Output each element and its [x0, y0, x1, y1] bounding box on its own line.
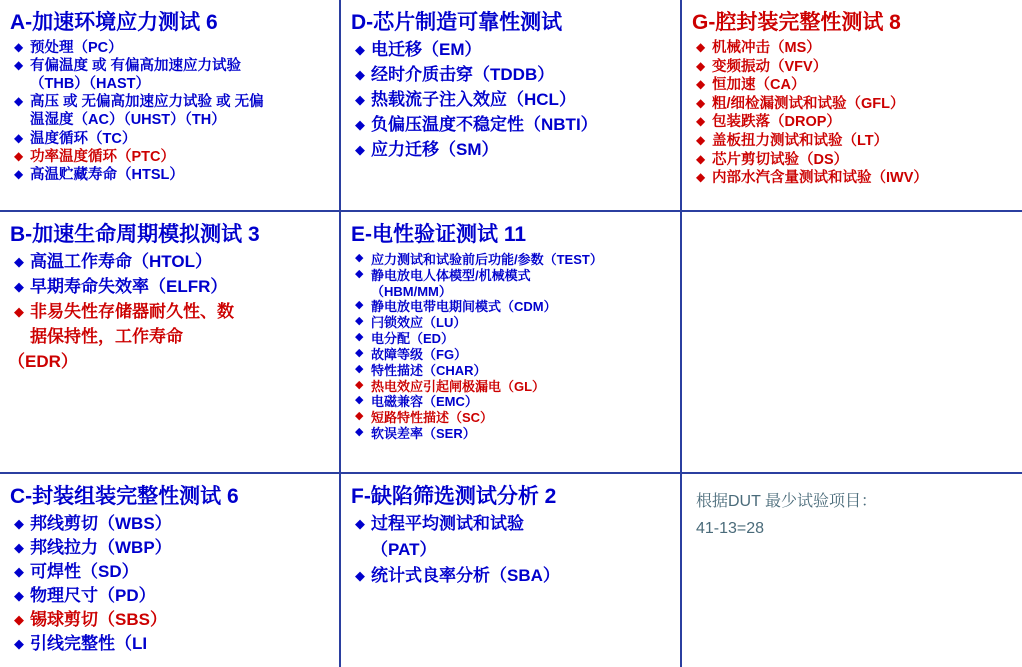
diamond-bullet-icon: ◆ [696, 58, 706, 73]
list-item [349, 540, 672, 560]
list-item [8, 538, 331, 558]
diamond-bullet-icon: ◆ [14, 279, 24, 295]
list-item [8, 352, 331, 372]
list-item-label: 软误差率（SER） [371, 426, 476, 442]
list-item-label: 温湿度（AC）（UHST）（TH） [30, 112, 226, 129]
list-item-label: 闩锁效应（LU） [371, 315, 467, 331]
section-f-list [349, 514, 672, 586]
section-a-title: A-加速环境应力测试 6 [10, 11, 218, 34]
list-item [690, 114, 1014, 131]
diamond-bullet-icon: ◆ [14, 166, 24, 181]
diamond-bullet-icon: ◆ [355, 299, 364, 312]
list-item-label: 电分配（ED） [371, 331, 455, 347]
diamond-bullet-icon: ◆ [355, 378, 364, 391]
section-f [341, 474, 682, 667]
diamond-bullet-icon: ◆ [355, 394, 364, 407]
section-e-list [349, 252, 672, 441]
list-item [8, 94, 331, 111]
diamond-bullet-icon: ◆ [696, 77, 706, 92]
list-item [349, 284, 672, 299]
list-item [8, 610, 331, 630]
list-item [8, 58, 331, 75]
diamond-bullet-icon: ◆ [696, 133, 706, 148]
list-item-label: 热载流子注入效应（HCL） [371, 90, 576, 110]
section-c-title: C-封装组装完整性测试 6 [10, 485, 239, 508]
diamond-bullet-icon: ◆ [14, 540, 24, 556]
list-item [8, 149, 331, 166]
section-g [682, 0, 1022, 212]
list-item-label: 内部水汽含量测试和试验（IWV） [712, 170, 928, 187]
list-item-label: 过程平均测试和试验 [371, 514, 524, 533]
list-item [8, 514, 331, 534]
summary-note [682, 474, 1022, 667]
list-item-label: 功率温度循环（PTC） [30, 148, 175, 165]
diamond-bullet-icon: ◆ [355, 362, 364, 375]
diamond-bullet-icon: ◆ [14, 588, 24, 604]
list-item-label: 机械冲击（MS） [712, 40, 821, 56]
list-item [349, 566, 672, 586]
list-item [349, 140, 672, 160]
diamond-bullet-icon: ◆ [355, 346, 364, 359]
list-item [8, 112, 331, 129]
list-item-label: （PAT） [371, 540, 437, 560]
list-item [690, 170, 1014, 187]
list-item [349, 315, 672, 330]
note-line-1: 根据DUT 最少试验项目： [696, 493, 878, 510]
list-item [8, 586, 331, 606]
diamond-bullet-icon: ◆ [355, 67, 365, 83]
diamond-bullet-icon: ◆ [14, 304, 24, 320]
diamond-bullet-icon: ◆ [14, 94, 24, 109]
diamond-bullet-icon: ◆ [355, 315, 364, 328]
diamond-bullet-icon: ◆ [355, 92, 365, 108]
section-d-title: D-芯片制造可靠性测试 [351, 11, 563, 34]
list-item [349, 299, 672, 314]
list-item-label: 热电效应引起闸极漏电（GL） [371, 378, 546, 394]
list-item [8, 131, 331, 148]
list-item-label: （THB）（HAST） [30, 76, 151, 93]
list-item [8, 76, 331, 93]
list-item-label: 可焊性（SD） [30, 562, 139, 582]
list-item [349, 363, 672, 378]
diamond-bullet-icon: ◆ [355, 252, 364, 264]
section-c [0, 474, 341, 667]
list-item-label: 温度循环（TC） [30, 130, 137, 147]
section-b-list [8, 252, 331, 372]
section-g-list [690, 40, 1014, 187]
diamond-bullet-icon: ◆ [355, 410, 364, 423]
list-item [690, 96, 1014, 113]
diamond-bullet-icon: ◆ [14, 636, 24, 652]
list-item [8, 634, 331, 654]
section-e-title: E-电性验证测试 11 [351, 223, 527, 246]
list-item [349, 426, 672, 441]
section-d-list [349, 40, 672, 160]
diamond-bullet-icon: ◆ [14, 612, 24, 628]
diamond-bullet-icon: ◆ [14, 148, 24, 163]
list-item [349, 379, 672, 394]
list-item-label: 负偏压温度不稳定性（NBTI） [371, 115, 598, 135]
list-item-label: 邦线剪切（WBS） [30, 514, 172, 533]
diamond-bullet-icon: ◆ [14, 130, 24, 145]
diamond-bullet-icon: ◆ [355, 142, 365, 158]
list-item [690, 152, 1014, 169]
section-d [341, 0, 682, 212]
diamond-bullet-icon: ◆ [355, 42, 365, 57]
list-item-label: 短路特性描述（SC） [371, 410, 494, 426]
list-item [8, 40, 331, 57]
list-item [8, 277, 331, 297]
bullet-spacer [8, 327, 30, 329]
diamond-bullet-icon: ◆ [14, 516, 24, 531]
list-item-label: 芯片剪切试验（DS） [712, 151, 849, 168]
list-item-label: 电磁兼容（EMC） [371, 394, 478, 410]
list-item-label: 锡球剪切（SBS） [30, 610, 167, 630]
list-item-label: 应力测试和试验前后功能/参数（TEST） [371, 252, 603, 267]
list-item-label: 高温工作寿命（HTOL） [30, 252, 212, 271]
section-f-title: F-缺陷筛选测试分析 2 [351, 485, 557, 508]
section-b-title: B-加速生命周期模拟测试 3 [10, 223, 260, 246]
diamond-bullet-icon: ◆ [14, 40, 24, 54]
list-item [690, 40, 1014, 57]
list-item-label: 静电放电人体模型/机械模式 [371, 267, 531, 283]
section-g-title: G-腔封装完整性测试 8 [692, 11, 901, 34]
list-item-label: 物理尺寸（PD） [30, 586, 156, 606]
list-item-label: 变频振动（VFV） [712, 58, 828, 75]
list-item-label: （EDR） [8, 352, 78, 372]
list-item [349, 347, 672, 362]
diamond-bullet-icon: ◆ [696, 95, 706, 110]
list-item [8, 562, 331, 582]
list-item-label: 应力迁移（SM） [371, 140, 499, 160]
diamond-bullet-icon: ◆ [355, 516, 365, 531]
list-item-label: 故障等级（FG） [371, 346, 468, 362]
list-item-label: 统计式良率分析（SBA） [371, 566, 560, 586]
list-item-label: 盖板扭力测试和试验（LT） [712, 133, 889, 150]
list-item-label: 特性描述（CHAR） [371, 362, 487, 378]
diamond-bullet-icon: ◆ [14, 254, 24, 269]
list-item [349, 252, 672, 267]
list-item-label: 邦线拉力（WBP） [30, 538, 172, 558]
list-item-label: 包装跌落（DROP） [712, 114, 841, 131]
diamond-bullet-icon: ◆ [355, 331, 364, 344]
diamond-bullet-icon: ◆ [696, 170, 706, 185]
list-item-label: 粗/细检漏测试和试验（GFL） [712, 95, 905, 112]
empty-cell [682, 212, 1022, 474]
list-item [349, 115, 672, 135]
list-item [349, 394, 672, 409]
list-item [8, 252, 331, 272]
list-item-label: 恒加速（CA） [712, 77, 806, 94]
list-item-label: 经时介质击穿（TDDB） [371, 65, 555, 85]
list-item [690, 133, 1014, 150]
diamond-bullet-icon: ◆ [355, 267, 364, 280]
diamond-bullet-icon: ◆ [355, 568, 365, 584]
section-c-list [8, 514, 331, 654]
list-item [8, 167, 331, 184]
list-item [690, 59, 1014, 76]
list-item [349, 40, 672, 60]
list-item [690, 77, 1014, 94]
section-a [0, 0, 341, 212]
list-item-label: （HBM/MM） [371, 283, 452, 299]
diamond-bullet-icon: ◆ [14, 58, 24, 73]
list-item-label: 早期寿命失效率（ELFR） [30, 277, 228, 297]
diamond-bullet-icon: ◆ [696, 151, 706, 166]
list-item [349, 331, 672, 346]
diamond-bullet-icon: ◆ [696, 40, 706, 54]
list-item-label: 高温贮藏寿命（HTSL） [30, 166, 184, 183]
diamond-bullet-icon: ◆ [14, 564, 24, 580]
section-a-list [8, 40, 331, 184]
list-item-label: 静电放电带电期间模式（CDM） [371, 299, 557, 315]
bullet-spacer [349, 540, 371, 542]
list-item-label: 据保持性，工作寿命 [30, 327, 183, 347]
list-item-label: 预处理（PC） [30, 40, 123, 56]
section-e [341, 212, 682, 474]
list-item-label: 高压 或 无偏高加速应力试验 或 无偏 [30, 94, 264, 111]
note-line-2: 41-13=28 [696, 519, 765, 537]
section-b [0, 212, 341, 474]
list-item [349, 90, 672, 110]
list-item-label: 引线完整性（LI [30, 634, 148, 654]
diamond-bullet-icon: ◆ [355, 426, 364, 439]
list-item-label: 有偏温度 或 有偏高加速应力试验 [30, 58, 242, 75]
list-item [8, 327, 331, 347]
diamond-bullet-icon: ◆ [355, 117, 365, 133]
list-item [349, 268, 672, 283]
diamond-bullet-icon: ◆ [696, 114, 706, 129]
list-item [349, 65, 672, 85]
list-item-label: 电迁移（EM） [371, 40, 482, 59]
list-item [349, 514, 672, 534]
list-item [349, 410, 672, 425]
list-item [8, 302, 331, 322]
list-item-label: 非易失性存储器耐久性、数 [30, 302, 234, 322]
